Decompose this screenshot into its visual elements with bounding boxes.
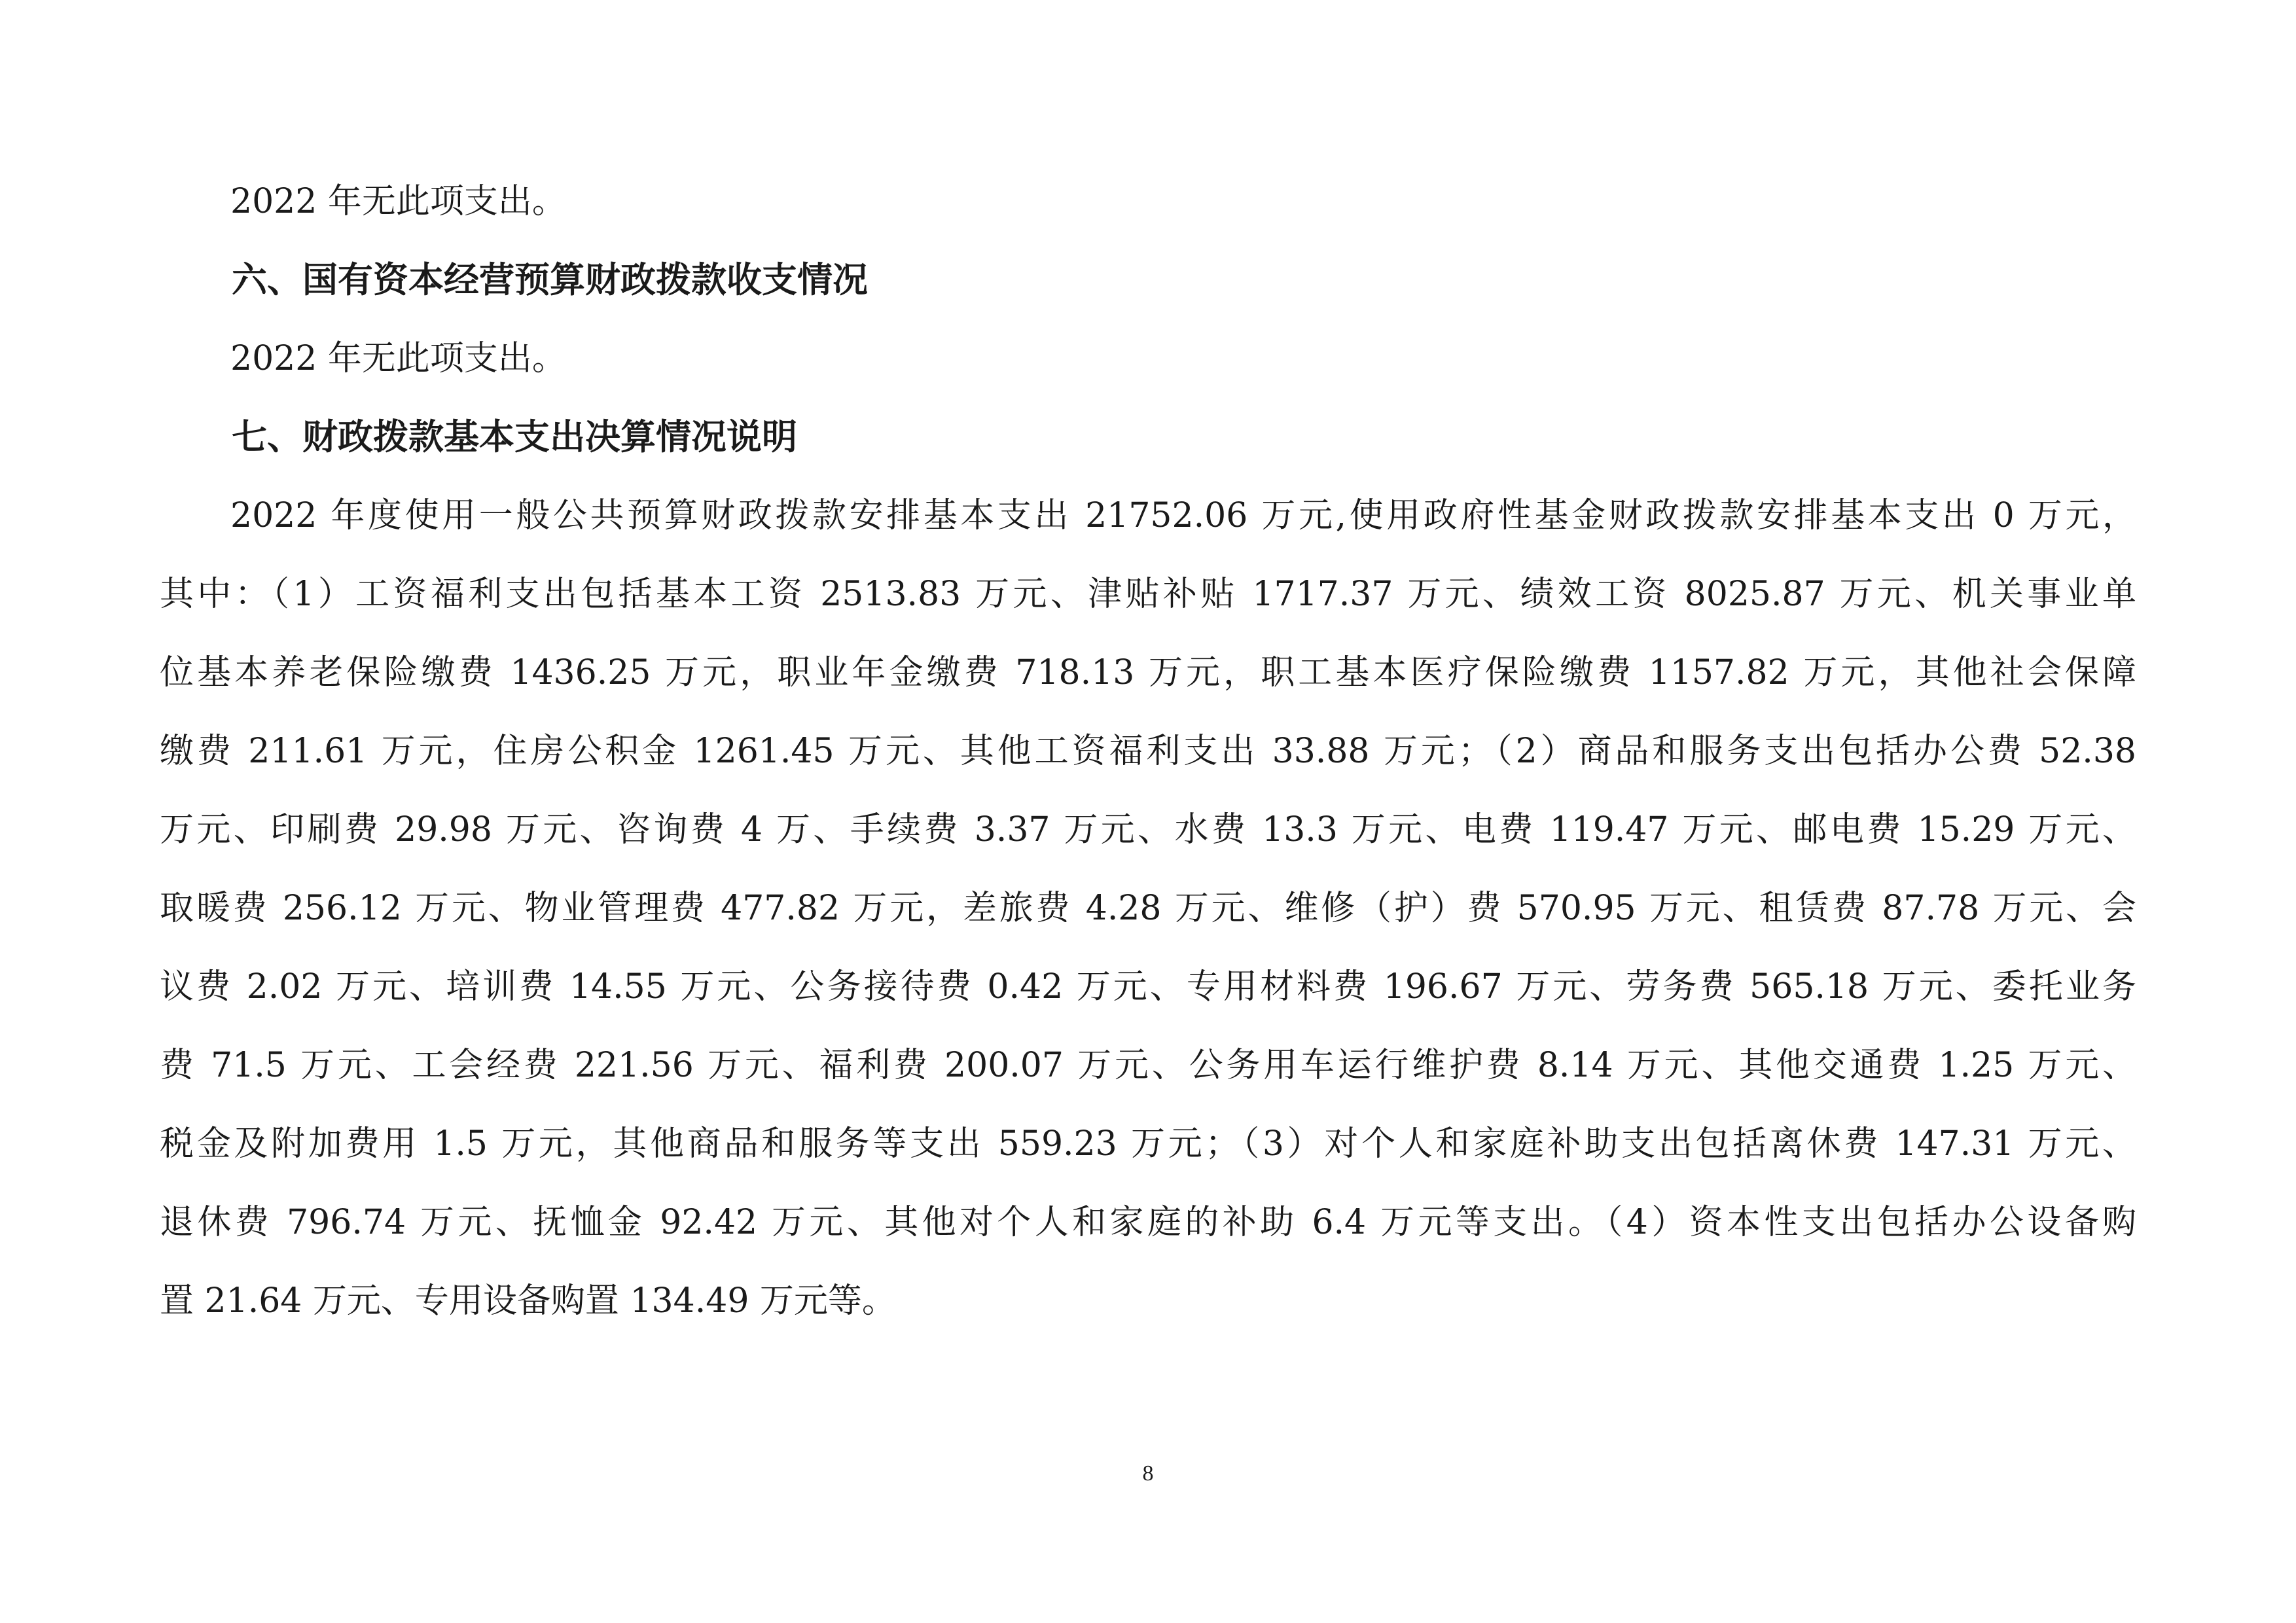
section-heading-state-capital: 六、国有资本经营预算财政拨款收支情况 bbox=[232, 259, 868, 300]
page-number: 8 bbox=[1142, 1461, 1154, 1486]
paragraph-line: 费 71.5 万元、工会经费 221.56 万元、福利费 200.07 万元、公务用车运行维护费 8.14 万元、其他交通费 1.25 万元、 bbox=[160, 1047, 2136, 1084]
paragraph-line-last: 置 21.64 万元、专用设备购置 134.49 万元等。 bbox=[160, 1281, 896, 1321]
text-line-no-expense-1: 2022 年无此项支出。 bbox=[230, 182, 566, 221]
section-heading-basic-expenditure: 七、财政拨款基本支出决算情况说明 bbox=[232, 416, 797, 457]
paragraph-line: 税金及附加费用 1.5 万元，其他商品和服务等支出 559.23 万元；（3）对个人和家庭补助支出包括离休费 147.31 万元、 bbox=[160, 1126, 2136, 1162]
paragraph-line: 议费 2.02 万元、培训费 14.55 万元、公务接待费 0.42 万元、专用材料费 196.67 万元、劳务费 565.18 万元、委托业务 bbox=[160, 969, 2136, 1005]
paragraph-line: 2022 年度使用一般公共预算财政拨款安排基本支出 21752.06 万元,使用政府性基金财政拨款安排基本支出 0 万元， bbox=[230, 497, 2136, 534]
paragraph-line: 缴费 211.61 万元，住房公积金 1261.45 万元、其他工资福利支出 33.88 万元；（2）商品和服务支出包括办公费 52.38 bbox=[160, 733, 2136, 770]
paragraph-line: 取暖费 256.12 万元、物业管理费 477.82 万元，差旅费 4.28 万元、维修（护）费 570.95 万元、租赁费 87.78 万元、会 bbox=[160, 890, 2136, 927]
paragraph-line: 万元、印刷费 29.98 万元、咨询费 4 万、手续费 3.37 万元、水费 13.3 万元、电费 119.47 万元、邮电费 15.29 万元、 bbox=[160, 812, 2136, 848]
paragraph-line: 位基本养老保险缴费 1436.25 万元，职业年金缴费 718.13 万元，职工基本医疗保险缴费 1157.82 万元，其他社会保障 bbox=[160, 654, 2136, 691]
text-line-no-expense-2: 2022 年无此项支出。 bbox=[230, 339, 566, 378]
paragraph-line: 其中：（1）工资福利支出包括基本工资 2513.83 万元、津贴补贴 1717.37 万元、绩效工资 8025.87 万元、机关事业单 bbox=[160, 576, 2136, 613]
paragraph-line: 退休费 796.74 万元、抚恤金 92.42 万元、其他对个人和家庭的补助 6.4 万元等支出。（4）资本性支出包括办公设备购 bbox=[160, 1204, 2136, 1241]
